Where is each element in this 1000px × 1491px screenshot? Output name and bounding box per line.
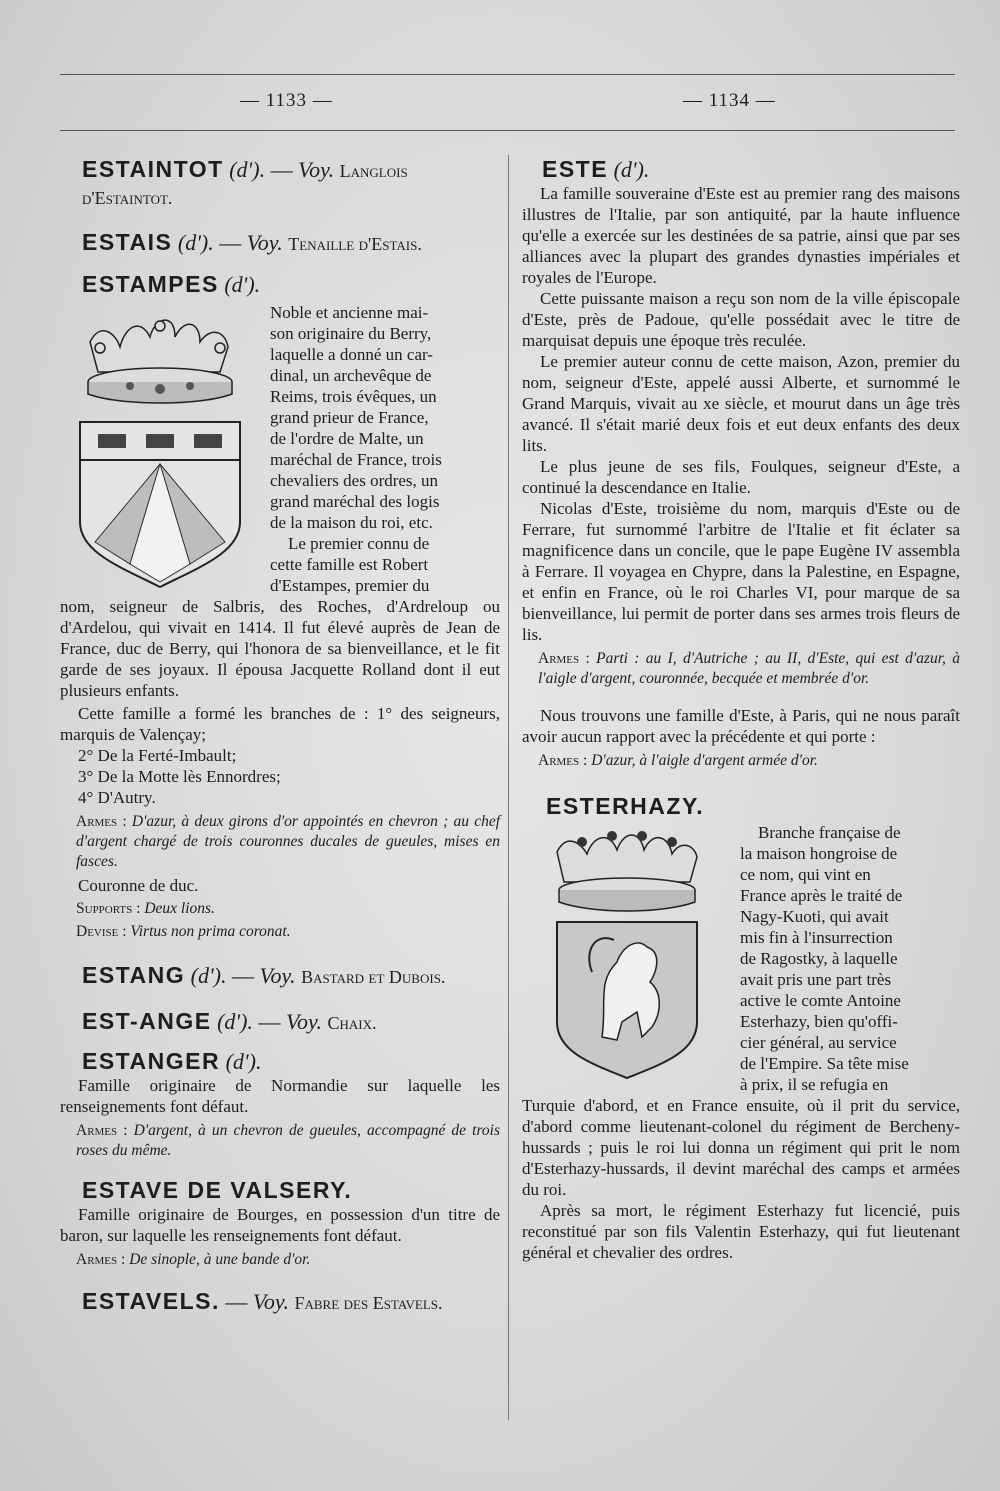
entry-estampes: ESTAMPES (d'). Noble et ancienne mai- son originaire du Berry, laquelle a donné un car- dinal, un archevêque de Reims, trois évêques, un grand prieur de France, de l'ordre de Malte, un maréchal de France, trois chevaliers des ordres, un grand maréchal des logis de la maison du roi, etc. Le premier connu de cette famille est Robert d'Estampes, premier du nom, seigneur de Salbris, des Roches, d'Ardreloup ou d'Ardelou, qui vivait en 1414. Il fut élevé auprès de Jean de France, duc de Berry, qui l'honora de sa bienveillance, et le fit garde de ses joyaux. Il épousa Jacquette Rolland dont il eut plusieurs enfants. Cette famille a formé les branches de : 1° des seigneurs, marquis de Valençay; 2° De la Ferté-Imbault; 3° De la Motte lès Ennordres; 4° D'Autry. Armes : D'azur, à deux girons d'or appointés en chevron ; au chef d'argent chargé de trois couronnes ducales de gueules, mises en fasces. Couronne de duc. Supports : Deux lions. Devise : Virtus non prima coronat. <box>60 271 501 940</box>
headword: ESTAMPES <box>82 271 219 297</box>
headword: ESTANGER <box>82 1048 221 1074</box>
headword: EST-ANGE <box>82 1008 212 1034</box>
estampes-supports: Supports : Deux lions. <box>76 900 215 917</box>
estave-armes: Armes : De sinople, à une bande d'or. <box>76 1251 311 1268</box>
entry-estave-de-valsery: ESTAVE DE VALSERY. Famille originaire de Bourges, en possession d'un titre de baron, sur laquelle les renseignements font défaut. Armes : De sinople, à une bande d'or. <box>60 1177 500 1268</box>
entry-esterhazy: ESTERHAZY. Branche française de la maison hongroise de ce nom, qui vint en France après le traité de Nagy-Kuoti, qui avait mis fin à l'insurrection de Ragostky, à laquelle avait pris une part très active le comte Antoine Esterhazy, bien qu'offi- cier général, au service de l'Empire. Sa tête mise à prix, il se refugia en Turquie d'abord, et en France ensuite, où il prit du service, d'abord comme lieutenant-colonel du régiment de Bercheny-hussards ; puis le roi lui donna un régiment qui prit le nom d'Esterhazy-hussards, il devint maréchal des camps et armées du roi. Après sa mort, le régiment Esterhazy fut licencié, puis reconstitué par son fils Valentin Esterhazy, qui fut lieutenant général et chevalier des ordres. <box>522 793 960 1262</box>
cross-reference: Fabre des Estavels. <box>294 1293 443 1313</box>
header-rule <box>60 130 955 131</box>
headword: ESTAVELS. <box>82 1288 220 1314</box>
este-armes: Armes : Parti : au I, d'Autriche ; au II, d'Este, qui est d'azur, à l'aigle d'argent, couronnée, becquée et membrée d'or. <box>538 650 960 687</box>
left-page-number: — 1133 — <box>240 90 333 111</box>
cross-reference: Tenaille d'Estais. <box>288 234 422 254</box>
estanger-armes: Armes : D'argent, à un chevron de gueules, accompagné de trois roses du même. <box>76 1122 500 1159</box>
entry-estanger: ESTANGER (d'). Famille originaire de Normandie sur laquelle les renseignements font défaut. Armes : D'argent, à un chevron de gueules, accompagné de trois roses du même. <box>60 1048 500 1159</box>
entry-este: ESTE (d'). La famille souveraine d'Este est au premier rang des maisons illustres de l'Italie, par son antiquité, par la haute influence qu'elle a exercée sur les destinées de sa patrie, ainsi que par ses alliances avec la plupart des grandes dynasties impériales et royales de l'Europe. Cette puissante maison a reçu son nom de la ville épiscopale d'Este, près de Padoue, qu'elle possédait avec le titre de marquisat depuis une époque très reculée. Le premier auteur connu de cette maison, Azon, premier du nom, seigneur d'Este, appelé aussi Alberte, et surnommé le Grand Marquis, vivait au xe siècle, et mourut dans un âge très avancé. Il s'était marié deux fois et eut deux enfants des deux lits. Le plus jeune de ses fils, Foulques, seigneur d'Este, a continué la descendance en Italie. Nicolas d'Este, troisième du nom, marquis d'Este ou de Ferrare, fut surnommé l'arbitre de l'Italie et fit éclater sa magnificence dans un concile, que le pape Eugène IV assembla à Ferrare. Il voyagea en Chypre, dans la Palestine, en Espagne, et enfin en France, où le roi Charles VI, pour marque de sa bienveillance, lui permit de porter dans ses armes trois fleurs de lis. Armes : Parti : au I, d'Autriche ; au II, d'Este, qui est d'azur, à l'aigle d'argent, couronnée, becquée et membrée d'or. Nous trouvons une famille d'Este, à Paris, qui ne nous paraît avoir aucun rapport avec la précédente et qui porte : Armes : D'azur, à l'aigle d'argent armée d'or. <box>522 156 960 769</box>
cross-reference: Bastard et Dubois. <box>301 967 446 987</box>
entry-estais: ESTAIS (d'). — Voy. Tenaille d'Estais. <box>82 229 422 255</box>
right-column <box>522 150 960 1263</box>
headword: ESTAIS <box>82 229 173 255</box>
cross-reference: Langlois d'Estaintot. <box>82 161 408 208</box>
left-column <box>60 150 500 1316</box>
esterhazy-continuation: Turquie d'abord, et en France ensuite, où il prit du service, d'abord comme lieutenant-colonel du régiment de Bercheny-hussards ; puis le roi lui donna un régiment qui prit le nom d'Esterhazy-hussards, il devint maréchal des camps et armées du roi. <box>522 1096 960 1199</box>
column-divider <box>508 155 509 1420</box>
cross-reference: Chaix. <box>327 1013 377 1033</box>
ducal-crown-shield-icon <box>60 302 260 592</box>
esterhazy-coat-of-arms <box>522 822 740 1095</box>
right-page-number: — 1134 — <box>683 90 776 111</box>
estampes-continuation: nom, seigneur de Salbris, des Roches, d'Ardreloup ou d'Ardelou, qui vivait en 1414. Il fut élevé auprès de Jean de France, duc de Berry, qui l'honora de sa bienveillance, et le fit garde de ses joyaux. Il épousa Jacquette Rolland dont il eut plusieurs enfants. <box>60 597 500 700</box>
estampes-armes: Armes : D'azur, à deux girons d'or appointés en chevron ; au chef d'argent chargé de trois couronnes ducales de gueules, mises en fasces. <box>76 813 501 870</box>
entry-est-ange: EST-ANGE (d'). — Voy. Chaix. <box>82 1008 377 1034</box>
este-armes-paris: Armes : D'azur, à l'aigle d'argent armée d'or. <box>538 752 818 769</box>
headword: ESTANG <box>82 962 186 988</box>
entry-estang: ESTANG (d'). — Voy. Bastard et Dubois. <box>82 962 446 988</box>
headword: ESTERHAZY. <box>546 793 705 819</box>
top-rule <box>60 74 955 75</box>
headword: ESTAVE DE VALSERY. <box>82 1177 353 1203</box>
headword: ESTE <box>542 156 609 182</box>
estampes-coat-of-arms <box>60 302 270 596</box>
entry-estavels: ESTAVELS. — Voy. Fabre des Estavels. <box>82 1288 443 1314</box>
crown-griffin-shield-icon <box>522 822 732 1080</box>
estampes-devise: Devise : Virtus non prima coronat. <box>76 923 291 940</box>
headword: ESTAINTOT <box>82 156 224 182</box>
entry-estaintot: ESTAINTOT (d'). — Voy. Langlois d'Estaintot. <box>82 156 408 208</box>
